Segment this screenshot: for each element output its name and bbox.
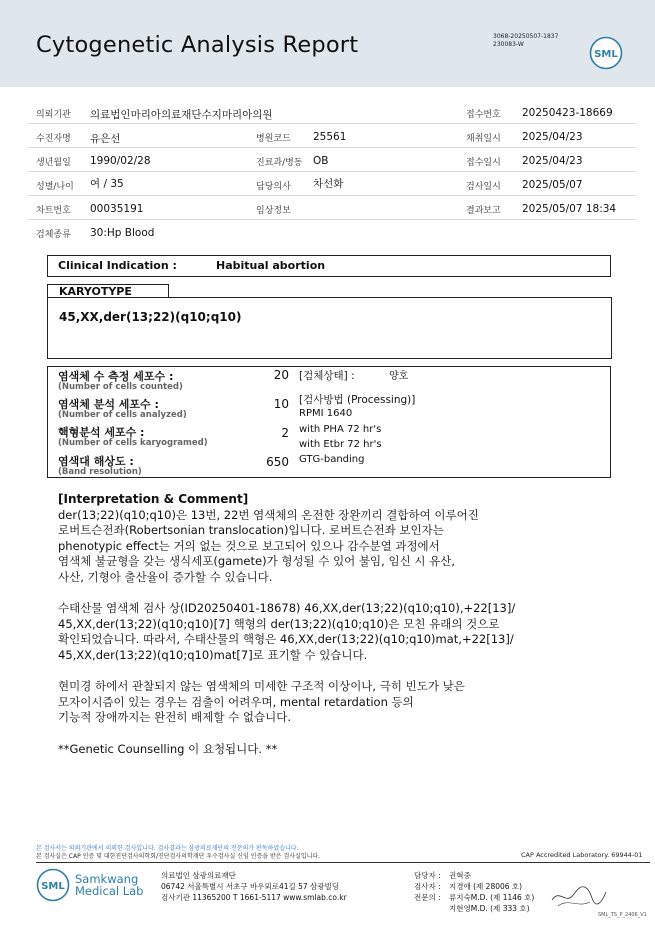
cells-analyzed-sublabel: (Number of cells analyzed)	[58, 410, 187, 420]
comment-line: 모자이시즘이 있는 경우는 검출이 어려우며, mental retardation 등의	[58, 694, 414, 709]
info-row	[28, 220, 636, 244]
form-code: SML_TS_P_2406_V1	[598, 912, 647, 918]
dept-value: OB	[313, 155, 329, 167]
comment-title: [Interpretation & Comment]	[58, 492, 249, 506]
cap-accreditation: CAP Accredited Laboratory. 69944-01	[521, 851, 643, 859]
sex-age-label: 성별/나이	[36, 182, 74, 192]
info-row	[28, 196, 636, 220]
report-date-label: 결과보고	[466, 206, 501, 216]
institution-value: 의료법인마리아의료재단수지마리아의원	[90, 109, 273, 121]
doctor-value: 차선화	[313, 178, 344, 190]
clinical-info-label: 임상정보	[256, 206, 291, 216]
dob-value: 1990/02/28	[90, 155, 151, 167]
institution-label: 의뢰기관	[36, 110, 71, 120]
document-code-line: 230083-W	[493, 41, 524, 48]
cells-counted	[58, 368, 183, 392]
band-resolution	[58, 453, 142, 477]
brand-line: Medical Lab	[75, 884, 144, 898]
comment-line: phenotypic effect는 거의 없는 것으로 보고되어 있으나 감수분열 과정에서	[58, 538, 440, 553]
doctor-label: 담당의사	[256, 182, 291, 192]
signature-icon	[548, 880, 608, 910]
dob-label: 생년월일	[36, 158, 71, 168]
patient-label: 수진자명	[36, 134, 71, 144]
cells-counted-sublabel: (Number of cells counted)	[58, 382, 183, 392]
comment-line: 염색체 불균형을 갖는 생식세포(gamete)가 형성될 수 있어 불임, 임신 시 유산,	[58, 554, 455, 569]
specimen-label: 검체종류	[36, 230, 71, 240]
info-row	[28, 100, 636, 124]
karyotype-tab	[47, 284, 169, 298]
dept-label: 진료과/병동	[256, 158, 303, 168]
cells-karyogramed-label: 핵형분석 세포수 :	[58, 426, 145, 439]
band-resolution-sublabel: (Band resolution)	[58, 467, 142, 477]
footer-notice: 본 검사서는 의뢰기관에서 의뢰한 검사입니다. 검사결과는 삼광의료재단의 전문의가 판독하였습니다.	[36, 845, 299, 852]
info-row	[28, 172, 636, 196]
document-code-line: 3068-20250507-1837	[493, 33, 559, 40]
cell-counts-box	[47, 366, 611, 478]
collect-date-label: 채취일시	[466, 134, 501, 144]
cells-counted-label: 염색체 수 측정 세포수 :	[58, 370, 174, 383]
report-date-value: 2025/05/07 18:34	[522, 203, 617, 215]
test-date-label: 검사일시	[466, 182, 501, 192]
sex-age-value: 여 / 35	[90, 178, 124, 190]
sml-logo-icon	[36, 868, 70, 902]
comment-line: 45,XX,der(13;22)(q10;q10)[7] 핵형의 der(13;22)(q10;q10)은 모친 유래의 것으로	[58, 616, 500, 631]
org-registration: 검사기관 11365200 T 1661-5117 www.smlab.co.kr	[161, 893, 347, 902]
cells-karyogramed	[58, 424, 208, 448]
brand-name	[75, 873, 143, 897]
cells-karyogramed-sublabel: (Number of cells karyogramed)	[58, 438, 208, 448]
comment-line: 사산, 기형아 출산율이 증가할 수 있습니다.	[58, 569, 273, 584]
band-resolution-label: 염색대 해상도 :	[58, 455, 134, 468]
cells-analyzed-label: 염색체 분석 세포수 :	[58, 398, 159, 411]
comment-line: 현미경 하에서 관찰되지 않는 염색체의 미세한 구조적 이상이나, 극히 빈도가 낮은	[58, 679, 465, 694]
cells-karyogramed-value: 2	[281, 426, 289, 440]
svg-text:SML: SML	[594, 49, 618, 60]
comment-line: 45,XX,der(13;22)(q10;q10)mat[7]로 표기할 수 있습니다.	[58, 647, 368, 662]
ward-code-label: 병원코드	[256, 134, 291, 144]
specimen-status-value: 양호	[389, 371, 409, 382]
svg-text:SML: SML	[41, 881, 65, 892]
processing-medium: RPMI 1640	[299, 408, 353, 419]
staff-name: 류지숙M.D. (제 1146 호)	[449, 893, 535, 902]
receipt-date-value: 2025/04/23	[522, 155, 583, 167]
cells-analyzed	[58, 396, 187, 420]
sml-logo-icon	[589, 36, 623, 70]
staff-name: 권혁중	[449, 871, 471, 880]
collect-date-value: 2025/04/23	[522, 131, 583, 143]
comment-line: 수태산물 염색체 검사 상(ID20250401-18678) 46,XX,der(13;22)(q10;q10),+22[13]/	[58, 601, 516, 616]
org-name: 의료법인 삼광의료재단	[161, 871, 236, 880]
ward-code-value: 25561	[313, 131, 347, 143]
chart-no-value: 00035191	[90, 203, 144, 215]
staff-label: 검사자 :	[414, 882, 441, 891]
comment-line: 기능적 장애까지는 완전히 배제할 수 없습니다.	[58, 710, 292, 725]
comment-line: 확인되었습니다. 따라서, 수태산물의 핵형은 46,XX,der(13;22)(q10;q10)mat,+22[13]/	[58, 632, 514, 647]
comment-line: der(13;22)(q10;q10)은 13번, 22번 염색체의 온전한 장완끼리 결합하여 이루어진	[58, 507, 479, 522]
specimen-status-label: [검체상태] :	[299, 370, 355, 382]
footer-certification: 본 검사실은 CAP 인증 및 대한진단검사의학회/진단검사의학재단 우수검사실 신임 인증을 받은 검사실입니다.	[36, 853, 321, 860]
brand-line: Samkwang	[75, 872, 139, 886]
specimen-value: 30:Hp Blood	[90, 227, 155, 239]
info-row	[28, 148, 636, 172]
counselling-note: **Genetic Counselling 이 요청됩니다. **	[58, 741, 278, 756]
processing-pha: with PHA 72 hr's	[299, 424, 382, 435]
test-date-value: 2025/05/07	[522, 179, 583, 191]
cells-analyzed-value: 10	[273, 397, 289, 411]
clinical-indication-box	[47, 255, 611, 277]
report-title: Cytogenetic Analysis Report	[36, 32, 359, 58]
patient-value: 유은선	[90, 133, 121, 145]
chart-no-label: 차트번호	[36, 206, 71, 216]
processing-etbr: with Etbr 72 hr's	[299, 439, 382, 450]
clinical-indication-value: Habitual abortion	[216, 259, 326, 272]
cells-counted-value: 20	[273, 368, 289, 382]
band-resolution-value: 650	[266, 455, 289, 469]
receipt-date-label: 접수일시	[466, 158, 501, 168]
processing-label: [검사방법 (Processing)]	[299, 394, 416, 406]
footer-divider	[36, 862, 650, 863]
staff-label: 전문의 :	[414, 893, 441, 902]
info-row	[28, 124, 636, 148]
org-address: 06742 서울특별시 서초구 바우뫼로41길 57 삼광빌딩	[161, 882, 340, 891]
staff-name: 지경애 (제 28006 호)	[449, 882, 523, 891]
staff-name: 지현영M.D. (제 333 호)	[449, 904, 530, 913]
receipt-no-value: 20250423-18669	[522, 107, 613, 119]
karyotype-label: KARYOTYPE	[59, 285, 132, 298]
comment-line: 로버트슨전좌(Robertsonian translocation)입니다. 로버트슨전좌 보인자는	[58, 523, 444, 538]
staff-label: 담당자 :	[414, 871, 441, 880]
karyotype-value: 45,XX,der(13;22)(q10;q10)	[59, 310, 242, 324]
clinical-indication-label: Clinical Indication :	[58, 259, 177, 272]
document-code	[493, 33, 558, 49]
receipt-no-label: 접수번호	[466, 110, 501, 120]
interpretation-comment	[58, 492, 628, 757]
karyotype-box	[47, 297, 612, 359]
processing-banding: GTG-banding	[299, 454, 365, 465]
